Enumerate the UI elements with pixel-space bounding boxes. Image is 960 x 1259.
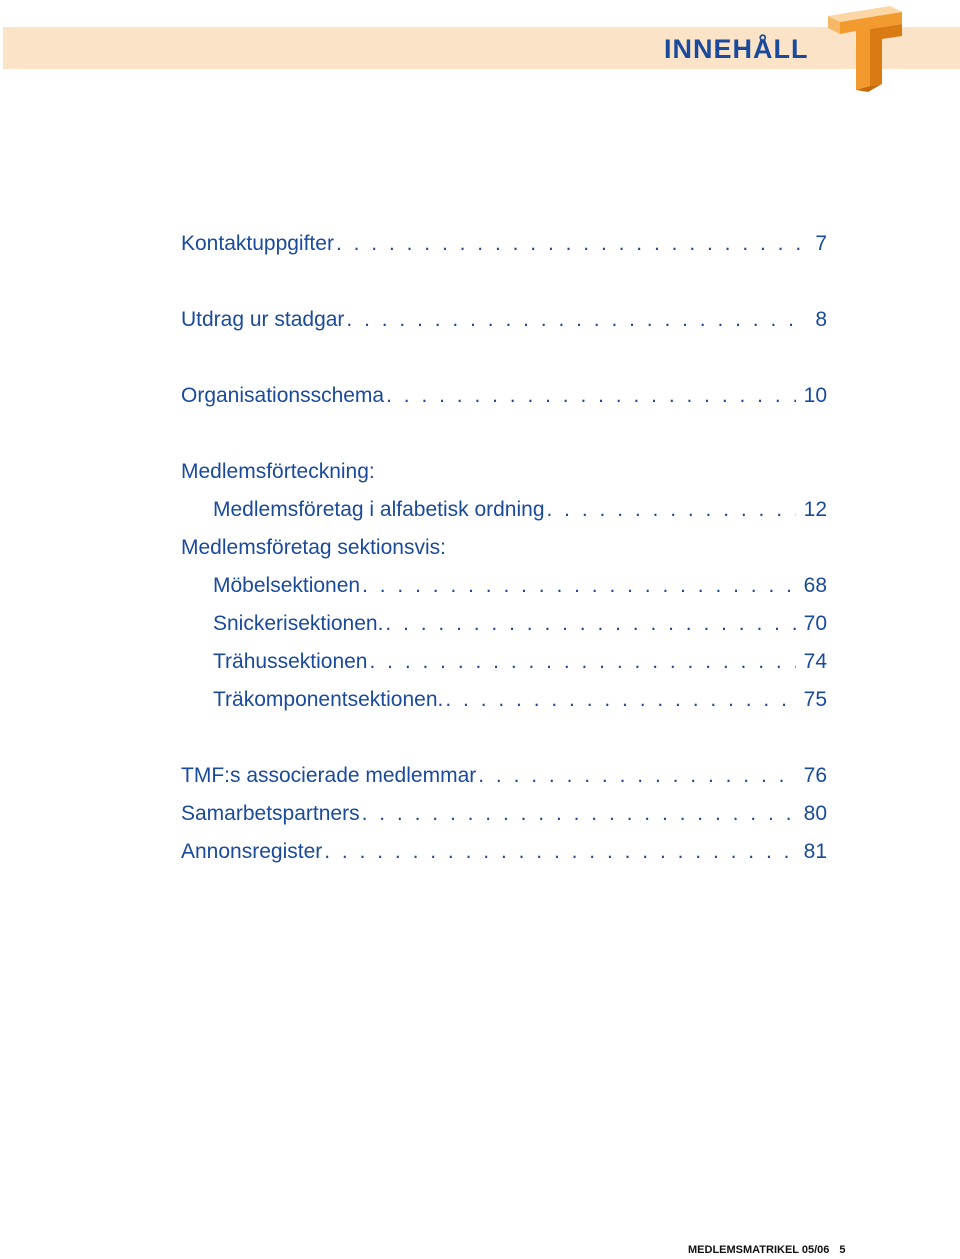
dot-leader — [346, 306, 807, 334]
toc-entry-mobelsektionen — [213, 572, 827, 600]
dot-leader — [336, 230, 807, 258]
dot-leader — [386, 382, 796, 410]
toc-entry-page: 7 — [815, 232, 827, 255]
header-band — [3, 27, 960, 69]
toc-entry-title: Möbelsektionen — [213, 574, 361, 597]
dot-leader — [369, 648, 795, 676]
toc-entry-alfabetisk-ordning — [213, 496, 827, 524]
toc-entry-snickerisektionen — [213, 610, 827, 638]
dot-leader — [385, 610, 795, 638]
toc-entry-title: Trähussektionen — [213, 650, 368, 673]
toc-entry-page: 80 — [803, 802, 827, 825]
tmf-logo-icon — [822, 2, 906, 94]
dot-leader — [362, 572, 796, 600]
toc-entry-page: 8 — [815, 308, 827, 331]
toc-entry-page: 81 — [803, 840, 827, 863]
toc-entry-title: Medlemsföretag i alfabetisk ordning — [213, 498, 545, 521]
toc-entry-page: 10 — [803, 384, 827, 407]
toc-entry-utdrag-ur-stadgar — [181, 306, 827, 334]
toc-entry-page: 74 — [803, 650, 827, 673]
toc-entry-kontaktuppgifter — [181, 230, 827, 258]
dot-leader — [324, 838, 795, 866]
toc-entry-organisationsschema — [181, 382, 827, 410]
dot-leader — [547, 496, 796, 524]
toc-entry-page: 76 — [803, 764, 827, 787]
toc-heading-title: Medlemsförteckning: — [181, 460, 375, 483]
toc-heading-title: Medlemsföretag sektionsvis: — [181, 536, 446, 559]
toc-entry-title: Annonsregister — [181, 840, 323, 863]
dot-leader — [362, 800, 796, 828]
toc-entry-title: Snickerisektionen. — [213, 612, 384, 635]
footer-page-number: 5 — [839, 1244, 846, 1256]
toc-entry-page: 12 — [803, 498, 827, 521]
toc-entry-annonsregister — [181, 838, 827, 866]
toc-entry-page: 75 — [803, 688, 827, 711]
toc-entry-title: Träkomponentsektionen. — [213, 688, 444, 711]
toc-entry-title: TMF:s associerade medlemmar — [181, 764, 477, 787]
toc-entry-page: 68 — [803, 574, 827, 597]
page-title: INNEHÅLL — [664, 34, 809, 64]
toc-entry-samarbetspartners — [181, 800, 827, 828]
toc-heading-medlemsforteckning — [181, 458, 827, 486]
toc-entry-page: 70 — [803, 612, 827, 635]
toc-entry-title: Organisationsschema — [181, 384, 385, 407]
toc-entry-title: Samarbetspartners — [181, 802, 360, 825]
page-footer — [688, 1243, 846, 1257]
toc-entry-trakomponentsektionen — [213, 686, 827, 714]
toc-entry-title: Utdrag ur stadgar — [181, 308, 345, 331]
toc-entry-title: Kontaktuppgifter — [181, 232, 334, 255]
toc-entry-trahussektionen — [213, 648, 827, 676]
dot-leader — [445, 686, 795, 714]
toc-heading-sektionsvis — [181, 534, 827, 562]
footer-publication: MEDLEMSMATRIKEL 05/06 — [688, 1244, 830, 1256]
dot-leader — [478, 762, 795, 790]
toc-entry-associerade-medlemmar — [181, 762, 827, 790]
